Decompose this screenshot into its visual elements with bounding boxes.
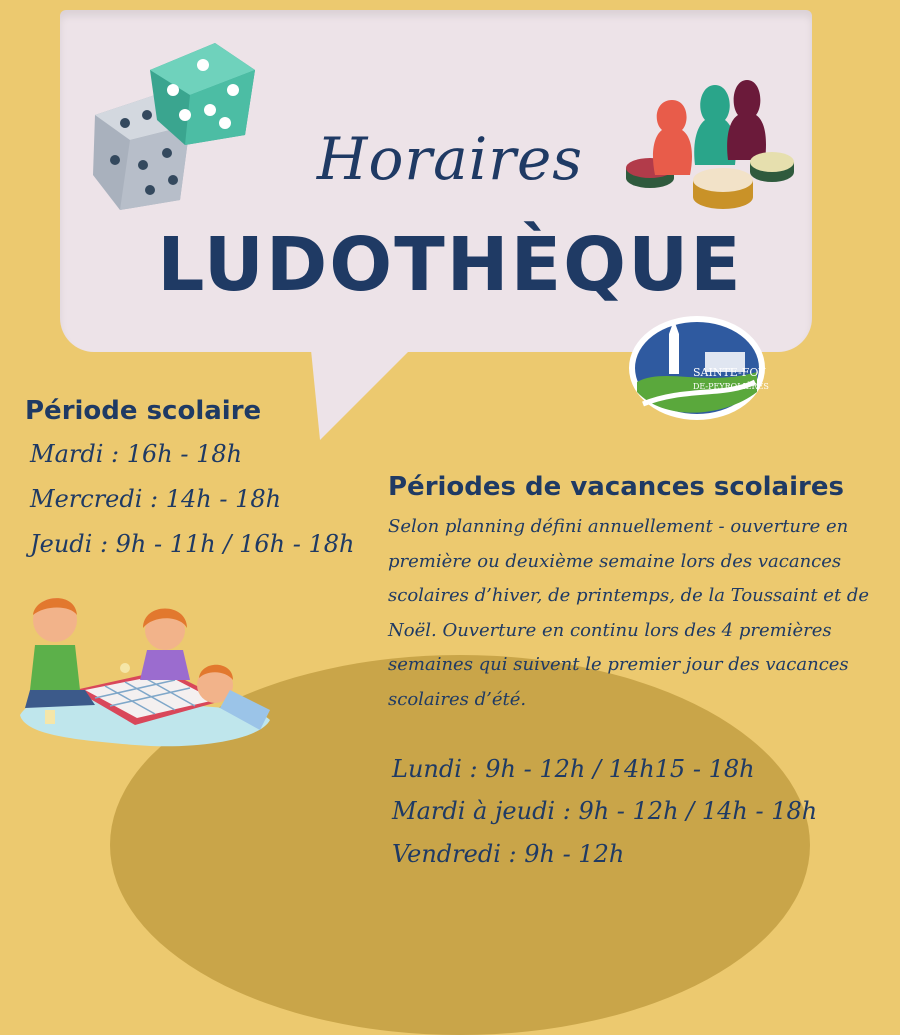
vacation-row-tuesday-thursday: Mardi à jeudi : 9h - 12h / 14h - 18h <box>392 797 818 825</box>
page-title: LUDOTHÈQUE <box>157 222 743 308</box>
vacation-period-heading: Périodes de vacances scolaires <box>388 472 844 502</box>
title-script: Horaires <box>316 125 584 193</box>
school-period-row-tuesday: Mardi : 16h - 18h <box>30 440 243 468</box>
school-period-row-thursday: Jeudi : 9h - 11h / 16h - 18h <box>30 530 355 558</box>
school-period-row-wednesday: Mercredi : 14h - 18h <box>30 485 282 513</box>
vacation-row-monday: Lundi : 9h - 12h / 14h15 - 18h <box>392 755 755 783</box>
logo-line1: SAINTE-FOY <box>693 366 766 379</box>
vacation-period-description: Selon planning défini annuellement - ouverture en première ou deuxième semaine lors des vacances scolaires d’hiver, de printemps, de la Toussaint et de Noël. Ouverture en continu lors des 4 premières semaines qui suivent le premier jour des vacances scolaires d’été. <box>388 516 870 710</box>
logo-line2: DE-PEYROLIÈRES <box>693 382 769 391</box>
school-period-heading: Période scolaire <box>25 396 262 426</box>
vacation-row-friday: Vendredi : 9h - 12h <box>392 840 625 868</box>
children-playing-board-game-icon <box>15 590 285 750</box>
